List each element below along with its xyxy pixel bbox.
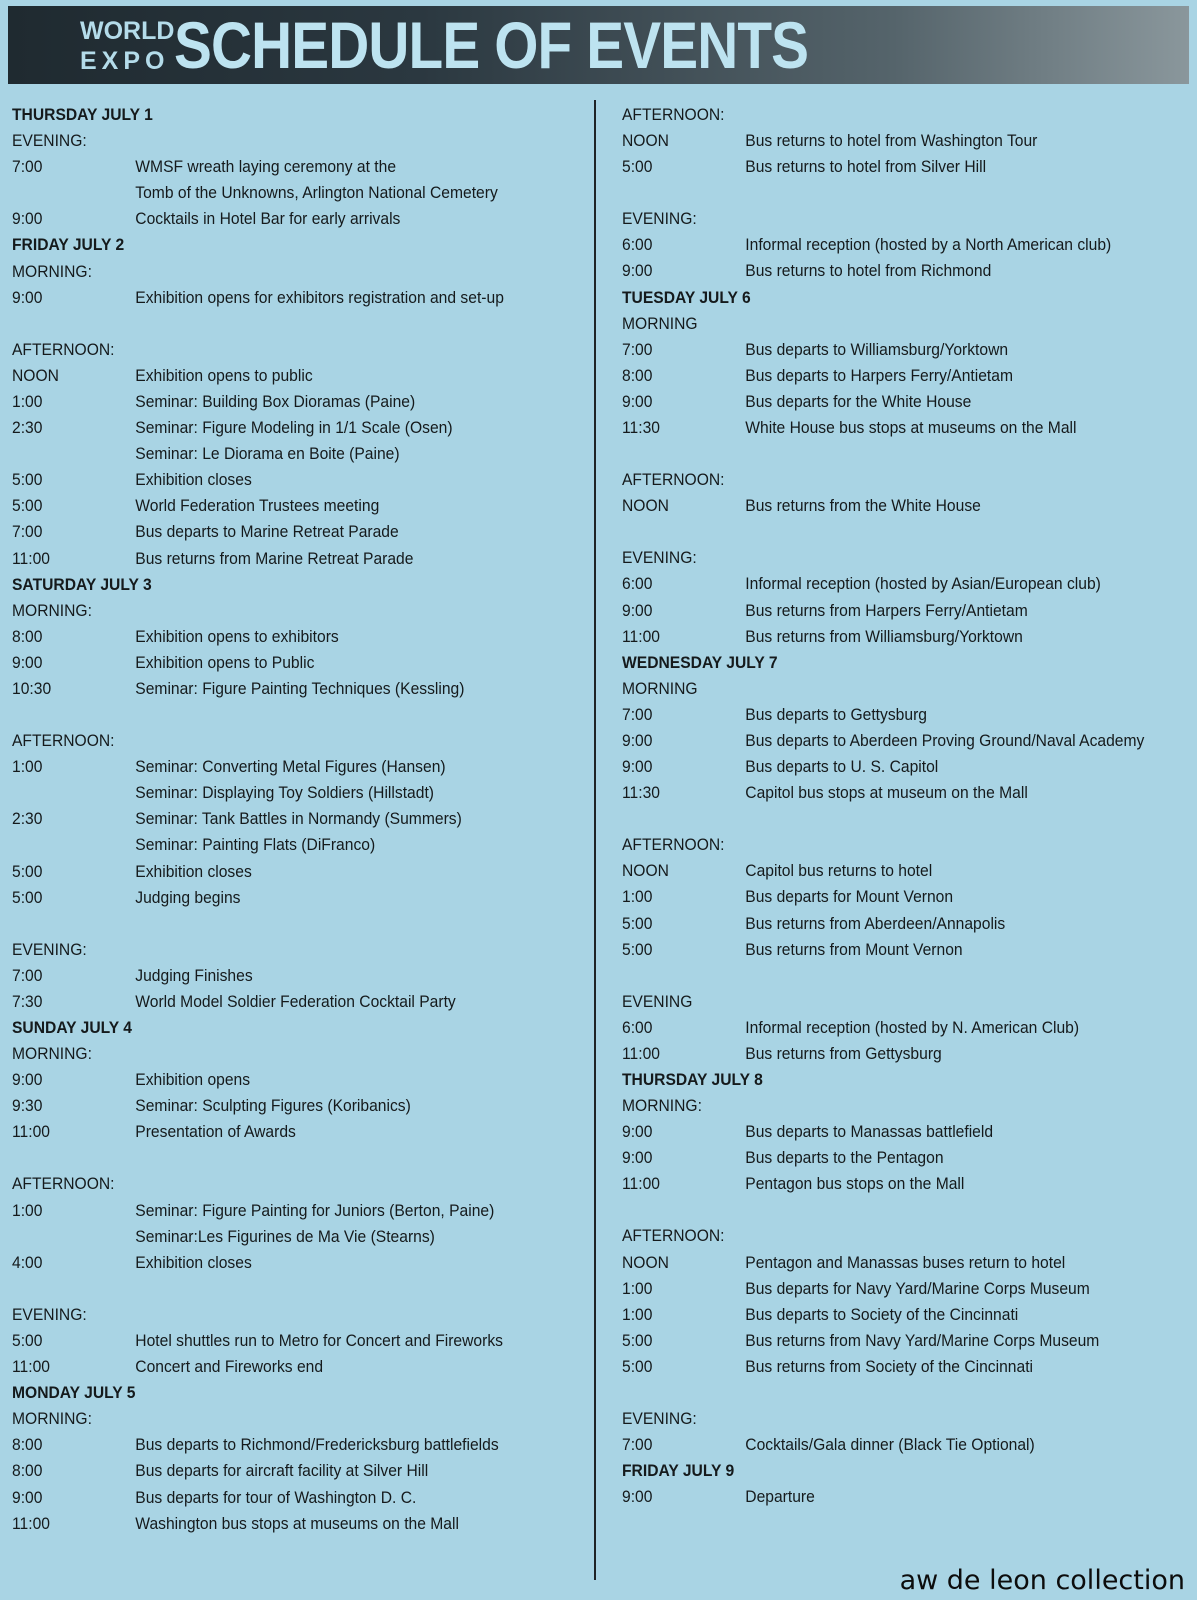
entry-time: 1:00 [622, 1304, 653, 1324]
schedule-entry [622, 389, 1144, 415]
day-heading: SUNDAY JULY 4 [12, 1018, 132, 1037]
period-label: EVENING: [12, 131, 87, 151]
page-title: SCHEDULE OF EVENTS [174, 8, 809, 82]
schedule-entry [622, 1145, 1144, 1171]
entry-time: 5:00 [12, 496, 43, 516]
period-label: MORNING [622, 313, 698, 333]
entry-description: Bus departs for aircraft facility at Silver Hill [135, 1461, 429, 1481]
schedule-entry [12, 1485, 504, 1511]
entry-time: 11:00 [622, 1043, 660, 1063]
entry-time: 1:00 [12, 391, 43, 411]
entry-time: 5:00 [12, 470, 43, 490]
entry-description: World Federation Trustees meeting [135, 496, 380, 516]
schedule-entry [622, 624, 1144, 650]
schedule-entry [622, 128, 1144, 154]
entry-description: Bus departs to Richmond/Fredericksburg battlefields [135, 1435, 499, 1455]
entry-time: 1:00 [622, 1278, 653, 1298]
entry-time: 9:00 [622, 261, 653, 281]
entry-time: 7:00 [12, 157, 43, 177]
entry-time: 5:00 [12, 1330, 43, 1350]
schedule-entry [622, 937, 1144, 963]
day-heading: THURSDAY JULY 8 [622, 1070, 763, 1089]
schedule-entry [12, 963, 504, 989]
entry-description: Informal reception (hosted by Asian/European club) [745, 574, 1101, 594]
entry-time: NOON [622, 1252, 669, 1272]
schedule-entry [622, 702, 1144, 728]
entry-description: Departure [745, 1487, 815, 1507]
entry-time: 11:30 [622, 783, 660, 803]
entry-description: Seminar: Displaying Toy Soldiers (Hillstadt) [135, 783, 435, 803]
schedule-entry [622, 337, 1144, 363]
entry-time: 11:30 [622, 418, 660, 438]
entry-description: Cocktails in Hotel Bar for early arrivals [135, 209, 401, 229]
period-label: MORNING: [12, 1409, 92, 1429]
schedule-entry [622, 911, 1144, 937]
schedule-right-column [622, 102, 1190, 1510]
schedule-entry [622, 1328, 1144, 1354]
entry-time: 9:00 [12, 652, 43, 672]
entry-time: 5:00 [12, 887, 43, 907]
day-heading: FRIDAY JULY 9 [622, 1461, 735, 1481]
schedule-entry [622, 258, 1144, 284]
entry-time: 11:00 [622, 1174, 660, 1194]
entry-description: Bus departs for the White House [745, 391, 972, 411]
entry-time: 4:00 [12, 1252, 43, 1272]
schedule-entry [622, 1041, 1144, 1067]
schedule-entry [12, 806, 504, 832]
entry-description: Bus departs to Gettysburg [745, 704, 927, 724]
entry-time: 8:00 [12, 1461, 43, 1481]
schedule-entry [622, 728, 1144, 754]
column-divider [594, 100, 596, 1580]
entry-description: Seminar: Building Box Dioramas (Paine) [135, 391, 416, 411]
entry-time: 5:00 [622, 157, 653, 177]
entry-time: 8:00 [622, 365, 653, 385]
entry-description: Seminar: Painting Flats (DiFranco) [135, 835, 376, 855]
entry-description: Bus departs for Mount Vernon [745, 887, 954, 907]
entry-time: 5:00 [12, 861, 43, 881]
period-label: MORNING: [12, 600, 92, 620]
schedule-entry [12, 206, 504, 232]
schedule-entry [12, 519, 504, 545]
entry-description: Bus departs to Manassas battlefield [745, 1122, 994, 1142]
schedule-entry [622, 363, 1144, 389]
schedule-entry [622, 1484, 1144, 1510]
entry-description: Concert and Fireworks end [135, 1357, 324, 1377]
period-label: AFTERNOON: [622, 105, 725, 124]
entry-description: Pentagon bus stops on the Mall [745, 1174, 965, 1194]
schedule-entry [622, 1354, 1144, 1380]
entry-description: Exhibition opens [135, 1070, 251, 1090]
entry-description: Bus departs for Navy Yard/Marine Corps Museum [745, 1278, 1090, 1298]
period-label: MORNING [622, 678, 698, 698]
entry-description: Informal reception (hosted by a North American club) [745, 235, 1112, 255]
schedule-entry [12, 1198, 504, 1224]
entry-time: 9:00 [12, 1487, 43, 1507]
day-heading: WEDNESDAY JULY 7 [622, 652, 778, 672]
schedule-entry [622, 232, 1144, 258]
entry-time: 2:30 [12, 418, 43, 438]
entry-description: Seminar: Figure Modeling in 1/1 Scale (Osen) [135, 418, 453, 438]
entry-description: Bus departs for tour of Washington D. C. [135, 1487, 417, 1507]
entry-description: Exhibition opens to Public [135, 652, 315, 672]
day-heading: MONDAY JULY 5 [12, 1383, 136, 1403]
schedule-entry [622, 571, 1144, 597]
period-label: AFTERNOON: [12, 731, 115, 751]
period-label: MORNING: [622, 1096, 702, 1116]
period-label: EVENING: [622, 548, 697, 568]
entry-description: Bus departs to the Pentagon [745, 1148, 944, 1168]
entry-time: 5:00 [622, 939, 653, 959]
entry-description: Presentation of Awards [135, 1122, 296, 1142]
entry-time: 1:00 [12, 1200, 43, 1220]
period-label: AFTERNOON: [622, 835, 725, 855]
entry-time: 8:00 [12, 626, 43, 646]
entry-description: Informal reception (hosted by N. American Club) [745, 1017, 1080, 1037]
schedule-entry [12, 1250, 504, 1276]
schedule-entry [622, 780, 1144, 806]
schedule-entry [12, 832, 504, 858]
schedule-entry [12, 415, 504, 441]
entry-time: 11:00 [622, 626, 660, 646]
entry-description: Judging Finishes [135, 965, 253, 985]
period-label: EVENING: [12, 939, 87, 959]
entry-description: Exhibition closes [135, 470, 252, 490]
schedule-left-column [12, 102, 547, 1537]
schedule-entry [622, 1250, 1144, 1276]
schedule-entry [12, 441, 504, 467]
entry-time: 5:00 [622, 1330, 653, 1350]
entry-description: Seminar: Figure Painting for Juniors (Berton, Paine) [135, 1200, 495, 1220]
entry-time: 7:30 [12, 991, 43, 1011]
entry-time: 5:00 [622, 913, 653, 933]
period-label: AFTERNOON: [12, 1174, 115, 1194]
entry-description: Bus returns to hotel from Richmond [745, 261, 992, 281]
entry-time: 9:00 [622, 757, 653, 777]
entry-time: 11:00 [12, 1357, 50, 1377]
entry-time: 9:00 [622, 1487, 653, 1507]
entry-time: 9:00 [12, 209, 43, 229]
day-heading: TUESDAY JULY 6 [622, 287, 751, 307]
entry-description: Exhibition opens for exhibitors registration and set-up [135, 287, 504, 307]
entry-time: NOON [12, 365, 59, 385]
schedule-entry [12, 363, 504, 389]
entry-description: Bus departs to U. S. Capitol [745, 757, 939, 777]
entry-description: Bus returns from Williamsburg/Yorktown [745, 626, 1023, 646]
entry-time: 1:00 [622, 887, 653, 907]
schedule-entry [12, 989, 504, 1015]
schedule-entry [12, 1328, 504, 1354]
entry-description: Bus returns from Aberdeen/Annapolis [745, 913, 1006, 933]
entry-description: Tomb of the Unknowns, Arlington National Cemetery [135, 183, 498, 203]
entry-time: 7:00 [622, 704, 653, 724]
entry-description: Hotel shuttles run to Metro for Concert and Fireworks [135, 1330, 503, 1350]
schedule-entry [12, 1093, 504, 1119]
entry-time: 6:00 [622, 235, 653, 255]
schedule-entry [12, 754, 504, 780]
entry-time: 7:00 [622, 1435, 653, 1455]
schedule-entry [12, 493, 504, 519]
entry-description: Bus returns to hotel from Washington Tour [745, 131, 1038, 151]
entry-description: WMSF wreath laying ceremony at the [135, 157, 397, 177]
period-label: AFTERNOON: [12, 339, 115, 359]
entry-time: 6:00 [622, 1017, 653, 1037]
period-label: EVENING: [12, 1304, 87, 1324]
period-label: MORNING: [12, 1044, 92, 1064]
entry-time: 7:00 [12, 522, 43, 542]
entry-description: Capitol bus stops at museum on the Mall [745, 783, 1028, 803]
entry-time: 8:00 [12, 1435, 43, 1455]
entry-description: Bus returns from Gettysburg [745, 1043, 942, 1063]
entry-description: Bus departs to Williamsburg/Yorktown [745, 339, 1009, 359]
schedule-entry [622, 884, 1144, 910]
schedule-entry [12, 467, 504, 493]
day-heading: FRIDAY JULY 2 [12, 235, 125, 255]
period-label: EVENING [622, 991, 693, 1011]
schedule-entry [12, 154, 504, 180]
entry-time: 7:00 [12, 965, 43, 985]
schedule-entry [12, 1119, 504, 1145]
entry-description: Bus returns from Marine Retreat Parade [135, 548, 414, 568]
schedule-entry [12, 1432, 504, 1458]
schedule-entry [622, 858, 1144, 884]
day-heading: THURSDAY JULY 1 [12, 105, 153, 124]
entry-time: 10:30 [12, 678, 52, 698]
brand-line-1: WORLD [80, 17, 175, 45]
entry-description: Seminar: Figure Painting Techniques (Kessling) [135, 678, 465, 698]
entry-description: Seminar: Converting Metal Figures (Hansen) [135, 757, 446, 777]
entry-description: Bus returns to hotel from Silver Hill [745, 157, 987, 177]
entry-time: 9:00 [622, 1122, 653, 1142]
entry-description: Exhibition closes [135, 861, 252, 881]
entry-description: Washington bus stops at museums on the Mall [135, 1513, 459, 1533]
entry-description: Seminar: Sculpting Figures (Koribanics) [135, 1096, 411, 1116]
schedule-entry [622, 493, 1144, 519]
entry-time: 9:00 [622, 730, 653, 750]
entry-time: 11:00 [12, 548, 50, 568]
schedule-entry [12, 1067, 504, 1093]
schedule-entry [12, 1354, 504, 1380]
schedule-entry [622, 754, 1144, 780]
schedule-entry [622, 1171, 1144, 1197]
header-banner [8, 6, 1189, 84]
period-label: EVENING: [622, 1409, 697, 1429]
watermark: aw de leon collection [899, 1565, 1185, 1596]
entry-time: 9:00 [12, 287, 43, 307]
entry-description: Judging begins [135, 887, 241, 907]
period-label: MORNING: [12, 261, 92, 281]
schedule-entry [622, 1276, 1144, 1302]
schedule-entry [12, 389, 504, 415]
entry-description: White House bus stops at museums on the Mall [745, 418, 1077, 438]
entry-time: 2:30 [12, 809, 43, 829]
schedule-entry [12, 650, 504, 676]
schedule-entry [622, 1015, 1144, 1041]
entry-time: 11:00 [12, 1122, 50, 1142]
entry-description: Bus departs to Harpers Ferry/Antietam [745, 365, 1014, 385]
entry-description: Pentagon and Manassas buses return to hotel [745, 1252, 1066, 1272]
schedule-entry [12, 885, 504, 911]
schedule-entry [12, 624, 504, 650]
entry-time: NOON [622, 861, 669, 881]
day-heading: SATURDAY JULY 3 [12, 574, 152, 594]
schedule-entry [622, 1432, 1144, 1458]
period-label: EVENING: [622, 209, 697, 229]
period-label: AFTERNOON: [622, 1226, 725, 1246]
entry-description: Bus returns from Society of the Cincinnati [745, 1356, 1034, 1376]
schedule-entry [12, 1458, 504, 1484]
entry-time: 1:00 [12, 757, 43, 777]
entry-time: 6:00 [622, 574, 653, 594]
schedule-entry [622, 1119, 1144, 1145]
entry-description: Capitol bus returns to hotel [745, 861, 933, 881]
schedule-entry [622, 598, 1144, 624]
entry-time: 9:00 [622, 1148, 653, 1168]
entry-description: Seminar: Tank Battles in Normandy (Summers) [135, 809, 462, 829]
entry-time: 5:00 [622, 1356, 653, 1376]
brand-line-2: EXPO [80, 47, 170, 75]
entry-time: 9:00 [12, 1070, 43, 1090]
schedule-entry [12, 780, 504, 806]
schedule-entry [622, 1302, 1144, 1328]
entry-time: 7:00 [622, 339, 653, 359]
entry-time: 9:30 [12, 1096, 43, 1116]
entry-time: 11:00 [12, 1513, 50, 1533]
schedule-entry [12, 676, 504, 702]
entry-description: Cocktails/Gala dinner (Black Tie Optional) [745, 1435, 1035, 1455]
entry-description: Bus returns from Harpers Ferry/Antietam [745, 600, 1028, 620]
schedule-entry [622, 415, 1144, 441]
schedule-entry [12, 1511, 504, 1537]
entry-time: NOON [622, 496, 669, 516]
entry-description: Bus departs to Aberdeen Proving Ground/Naval Academy [745, 730, 1145, 750]
schedule-entry [12, 1224, 504, 1250]
entry-time: 9:00 [622, 600, 653, 620]
entry-description: Seminar:Les Figurines de Ma Vie (Stearns) [135, 1226, 435, 1246]
entry-description: Exhibition closes [135, 1252, 252, 1272]
entry-description: Bus returns from Mount Vernon [745, 939, 963, 959]
schedule-entry [12, 285, 504, 311]
entry-description: Bus departs to Marine Retreat Parade [135, 522, 399, 542]
entry-time: NOON [622, 131, 669, 151]
schedule-entry [12, 180, 504, 206]
entry-description: Exhibition opens to public [135, 365, 313, 385]
world-expo-logo [80, 16, 175, 76]
period-label: AFTERNOON: [622, 470, 725, 490]
entry-time: 9:00 [622, 391, 653, 411]
schedule-entry [12, 546, 504, 572]
entry-description: Bus returns from the White House [745, 496, 981, 516]
schedule-entry [622, 154, 1144, 180]
entry-description: World Model Soldier Federation Cocktail Party [135, 991, 456, 1011]
entry-description: Exhibition opens to exhibitors [135, 626, 339, 646]
entry-description: Seminar: Le Diorama en Boite (Paine) [135, 444, 400, 464]
entry-description: Bus departs to Society of the Cincinnati [745, 1304, 1019, 1324]
entry-description: Bus returns from Navy Yard/Marine Corps Museum [745, 1330, 1100, 1350]
schedule-entry [12, 859, 504, 885]
